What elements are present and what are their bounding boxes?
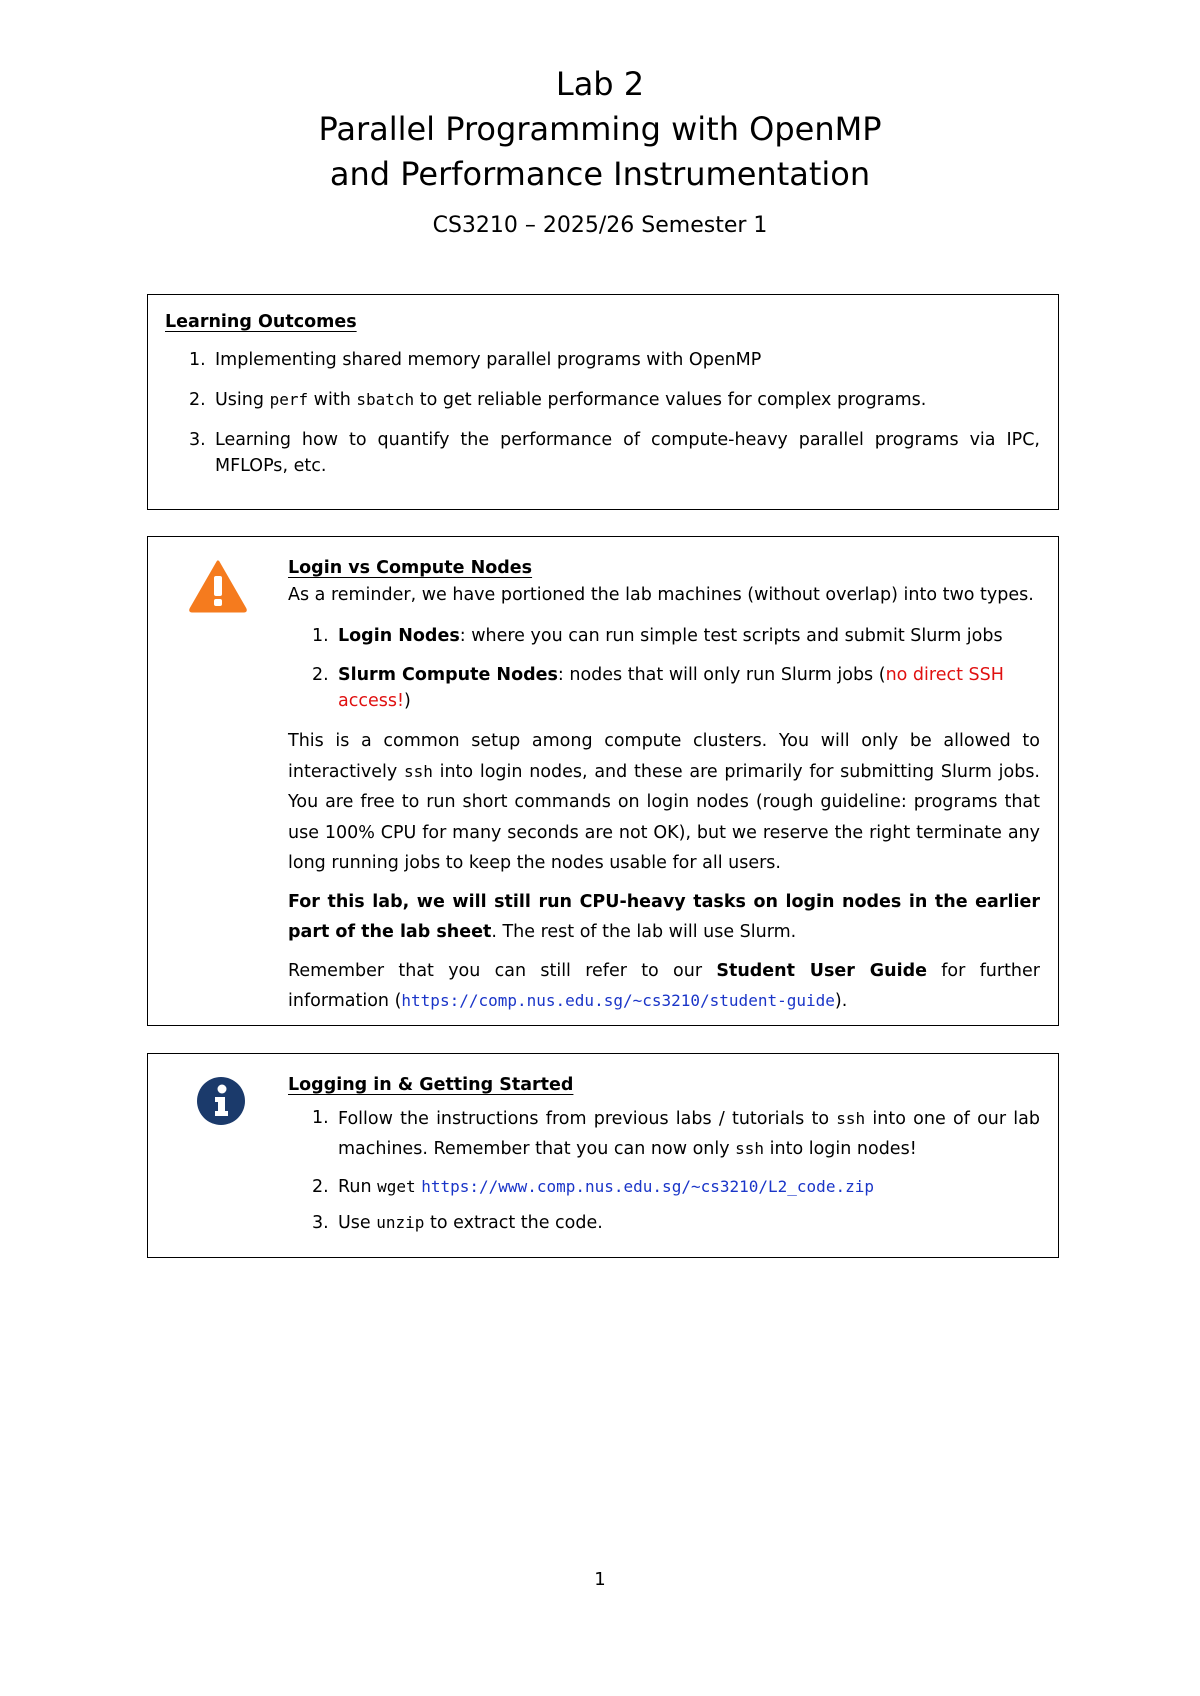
getting-started-list xyxy=(288,1104,1040,1236)
login-nodes-heading: Login vs Compute Nodes xyxy=(288,558,533,578)
cpu-heavy-note: For this lab, we will still run CPU-heavy tasks on login nodes in the earlier part of the lab sheet. The rest of the lab will use Slurm. xyxy=(288,891,1040,942)
learning-outcomes-list xyxy=(165,347,1040,479)
login-vs-compute-box xyxy=(147,536,1059,1026)
list-item: 1. Follow the instructions from previous labs / tutorials to ssh into one of our lab machines. Remember that you can now only ssh into login nodes! xyxy=(312,1108,1040,1159)
lab-title-line-3: and Performance Instrumentation xyxy=(329,155,871,193)
list-item: 2. Slurm Compute Nodes: nodes that will only run Slurm jobs (no direct SSH access!) xyxy=(312,665,1004,711)
learning-outcomes-heading: Learning Outcomes xyxy=(165,312,357,332)
list-item: 3. Learning how to quantify the performance of compute-heavy parallel programs via IPC, MFLOPs, etc. xyxy=(189,430,1040,476)
learning-outcomes-box xyxy=(147,294,1059,510)
list-item: 1. Login Nodes: where you can run simple test scripts and submit Slurm jobs xyxy=(312,626,1003,646)
user-guide-paragraph: Remember that you can still refer to our Student User Guide for further information (https://comp.nus.edu.sg/~cs3210/student-guide). xyxy=(288,960,1040,1011)
list-item: 1. Implementing shared memory parallel programs with OpenMP xyxy=(189,350,762,370)
student-guide-link[interactable]: https://comp.nus.edu.sg/~cs3210/student-guide xyxy=(401,991,835,1010)
list-item: 2. Run wget https://www.comp.nus.edu.sg/~cs3210/L2_code.zip xyxy=(312,1177,874,1197)
list-item: 3. Use unzip to extract the code. xyxy=(312,1213,603,1233)
list-item: 2. Using perf with sbatch to get reliable performance values for complex programs. xyxy=(189,390,927,410)
title-block xyxy=(0,62,1200,241)
login-intro: As a reminder, we have portioned the lab machines (without overlap) into two types. xyxy=(288,585,1034,605)
getting-started-heading: Logging in & Getting Started xyxy=(288,1075,574,1095)
code-zip-link[interactable]: https://www.comp.nus.edu.sg/~cs3210/L2_code.zip xyxy=(421,1177,874,1196)
getting-started-box xyxy=(147,1053,1059,1258)
page-number: 1 xyxy=(594,1569,606,1590)
lab-title: Lab 2 xyxy=(555,65,645,103)
course-subtitle: CS3210 – 2025/26 Semester 1 xyxy=(432,213,768,238)
warning-icon xyxy=(188,559,248,618)
cluster-setup-paragraph: This is a common setup among compute clusters. You will only be allowed to interactively ssh into login nodes, and these are primarily for submitting Slurm jobs. You are free to run short commands on login nodes (rough guideline: programs that use 100% CPU for many seconds are not OK), but we reserve the right terminate any long running jobs to keep the nodes usable for all users. xyxy=(288,731,1040,873)
node-types-list xyxy=(288,623,1040,714)
info-icon xyxy=(196,1076,246,1131)
lab-title-line-2: Parallel Programming with OpenMP xyxy=(318,110,882,148)
